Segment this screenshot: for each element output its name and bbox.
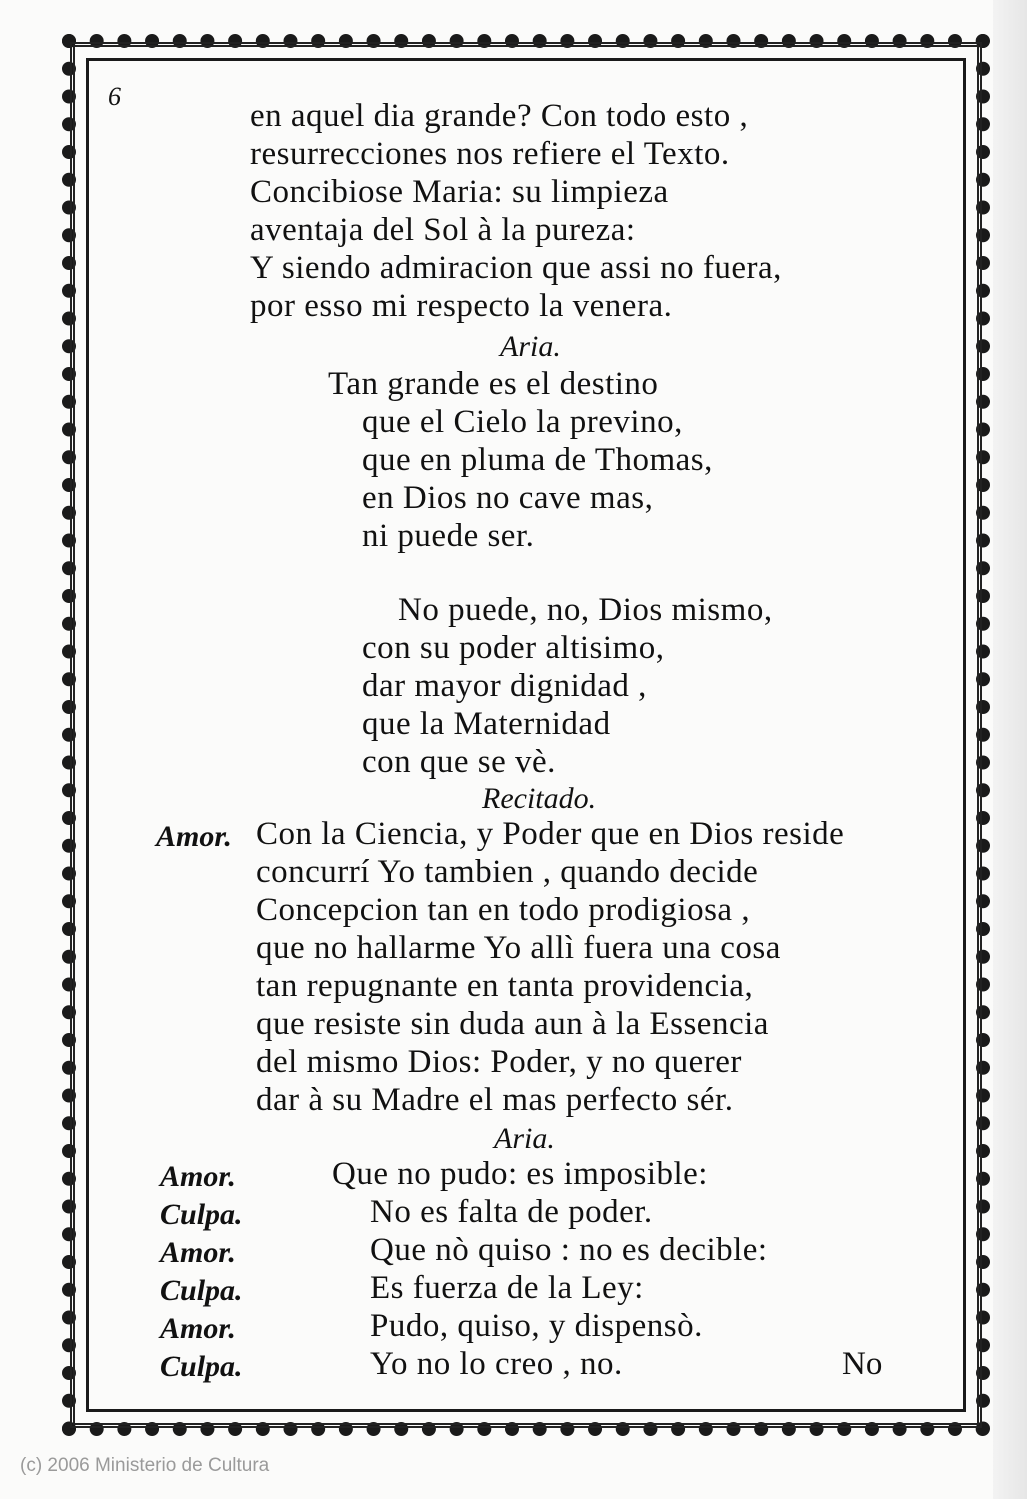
dialogue-line: Que no pudo: es imposible: (332, 1156, 708, 1192)
speaker-label: Amor. (160, 1236, 236, 1269)
text-line: tan repugnante en tanta providencia, (256, 968, 754, 1004)
text-line: Con la Ciencia, y Poder que en Dios reside (256, 816, 845, 852)
copyright-notice: (c) 2006 Ministerio de Cultura (20, 1455, 270, 1476)
verse-line: Tan grande es el destino (328, 366, 659, 402)
text-line: aventaja del Sol à la pureza: (250, 212, 636, 248)
verse-line: con su poder altisimo, (362, 630, 665, 666)
dialogue-line: No es falta de poder. (370, 1194, 653, 1230)
verse-line: que el Cielo la previno, (362, 404, 683, 440)
text-line: que no hallarme Yo allì fuera una cosa (256, 930, 781, 966)
text-line: del mismo Dios: Poder, y no querer (256, 1044, 742, 1080)
speaker-label: Culpa. (160, 1274, 243, 1307)
dialogue-line: Yo no lo creo , no. (370, 1346, 623, 1382)
text-line: que resiste sin duda aun à la Essencia (256, 1006, 769, 1042)
verse-line: en Dios no cave mas, (362, 480, 654, 516)
verse-line: ni puede ser. (362, 518, 535, 554)
catchword: No (842, 1346, 883, 1382)
speaker-label: Culpa. (160, 1198, 243, 1231)
section-heading-recitado: Recitado. (482, 782, 597, 815)
page-edge (993, 0, 1027, 1499)
verse-line: con que se vè. (362, 744, 556, 780)
speaker-label: Amor. (156, 820, 232, 853)
verse-line: que la Maternidad (362, 706, 611, 742)
speaker-label: Amor. (160, 1160, 236, 1193)
text-line: por esso mi respecto la venera. (250, 288, 673, 324)
verse-line: dar mayor dignidad , (362, 668, 647, 704)
text-line: Concepcion tan en todo prodigiosa , (256, 892, 751, 928)
verse-line: No puede, no, Dios mismo, (398, 592, 773, 628)
text-line: Concibiose Maria: su limpieza (250, 174, 669, 210)
speaker-label: Amor. (160, 1312, 236, 1345)
dialogue-line: Que nò quiso : no es decible: (370, 1232, 768, 1268)
section-heading-aria: Aria. (494, 1122, 555, 1155)
dialogue-line: Pudo, quiso, y dispensò. (370, 1308, 703, 1344)
verse-line: que en pluma de Thomas, (362, 442, 713, 478)
text-line: en aquel dia grande? Con todo esto , (250, 98, 749, 134)
text-line: concurrí Yo tambien , quando decide (256, 854, 759, 890)
speaker-label: Culpa. (160, 1350, 243, 1383)
section-heading-aria: Aria. (500, 330, 561, 363)
text-line: resurrecciones nos refiere el Texto. (250, 136, 730, 172)
text-line: Y siendo admiracion que assi no fuera, (250, 250, 782, 286)
page-number: 6 (108, 82, 121, 111)
text-line: dar à su Madre el mas perfecto sér. (256, 1082, 734, 1118)
dialogue-line: Es fuerza de la Ley: (370, 1270, 644, 1306)
